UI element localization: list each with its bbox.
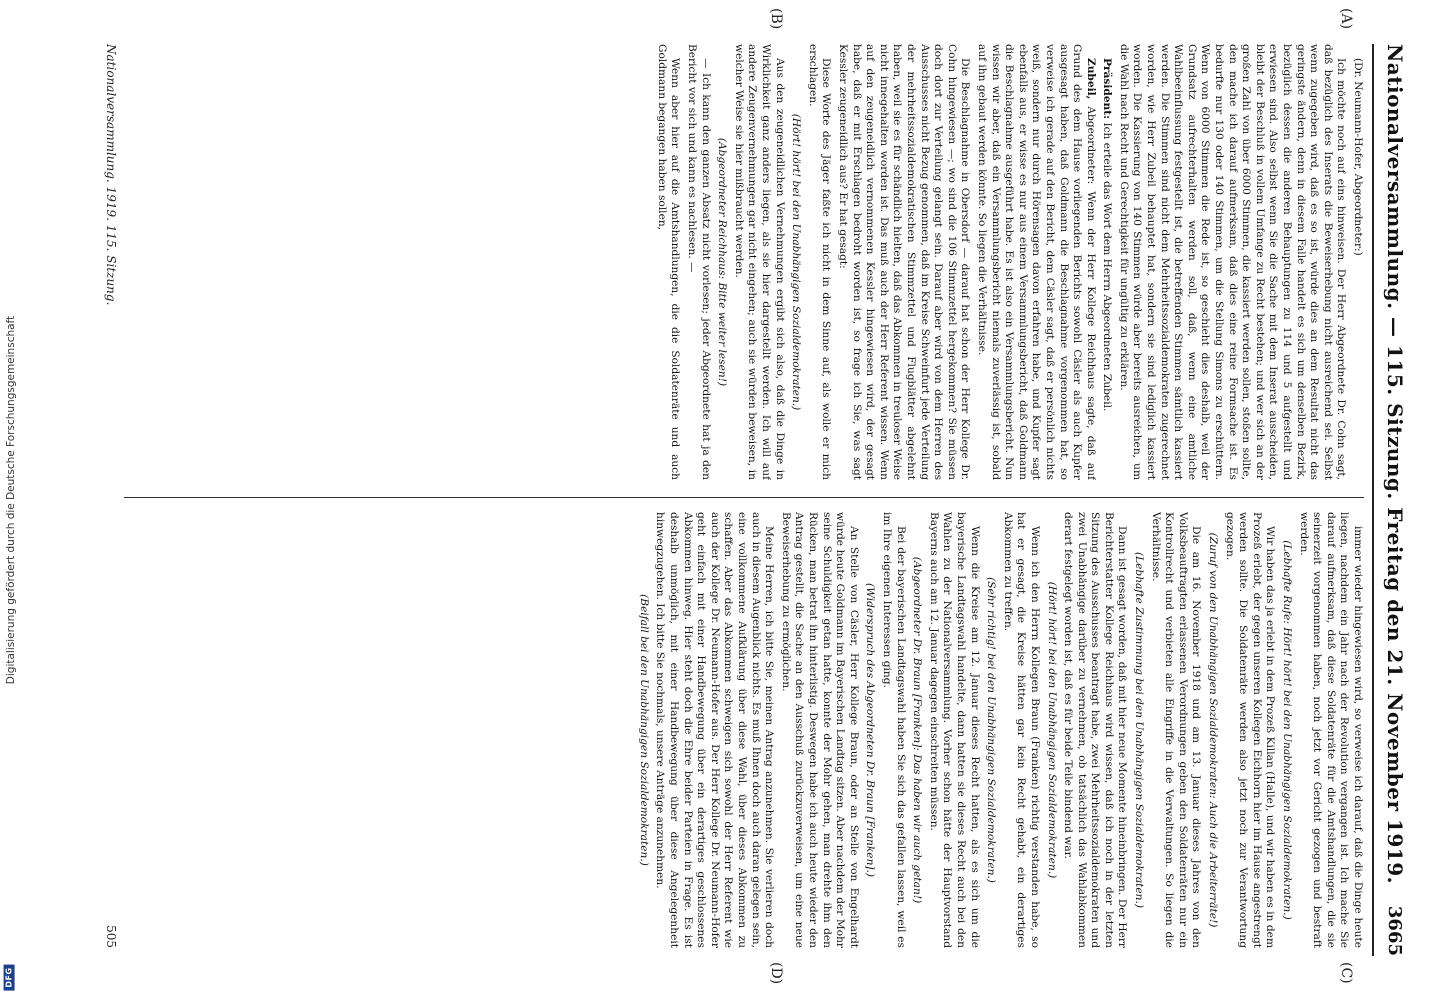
paragraph (1000, 512, 1041, 948)
paragraph-text: (Dr. Neumann-Hofer, Abgeordneter:) (1352, 58, 1364, 256)
page-number-bottom: 505 (104, 925, 118, 948)
paragraph-text: Wenn ich den Herrn Kollegen Braun (Franken) richtig verstanden habe, so hat er gesagt, die Kreise hätten gar kein Recht gehabt, ein derartiges Abkommen zu treffen. (1001, 512, 1041, 948)
paragraph (926, 512, 980, 948)
digitization-credit: Digitalisierung gefördert durch die Deutsche Forschungsgemeinschaft (5, 315, 17, 685)
paragraph (974, 44, 1096, 480)
paragraph-text: Meine Herren, ich bitte Sie, meinen Antrag anzunehmen. Sie verlieren doch auch in diesem Augenblick nichts. Es muß Ihnen doch auch daran gelegen sein, eine vollkommene Aufklärung über diese Wahl, über dieses Abkommen zu schaffen. Aber das Abkommen schweigen sich sowohl der Herr Referent wie auch der Kollege Dr. Neumann-Hofer aus. Der Herr Kollege Dr. Neumann-Hofer geht einfach mit einer Handbewegung über ein derartiges geschlossenes Abkommen hinweg. Hier steht doch die Ehre beider Parteien in Frage. Es ist deshalb unmöglich, mit einer Handbewegung über diese Angelegenheit hinwegzugehen. Ich bitte Sie nochmals, unsere Anträge anzunehmen. (654, 512, 776, 948)
paragraph-text: immer wieder hingewiesen wird, so verweise ich darauf, daß die Dinge heute liegen, nachdem ein Jahr nach der Revolution vergangen ist. Ich mache Sie darauf aufmerksam, daß diese Soldatenräte für die Amtshandlungen, die sie seinerzeit vorgenommen haben, noch jetzt vor Gericht gezogen und bestraft werden. (1297, 512, 1364, 948)
left-column (124, 44, 1364, 480)
interjection: (Widerspruch des Abgeordneten Dr. Braun [Franken].) (864, 582, 877, 878)
page-number-top: 3665 (1384, 905, 1406, 956)
margin-marker-b: (B) (768, 8, 784, 30)
paragraph-text: Die Beschlagnahme in Obersdorf — darauf hat schon der Herr Kollege Dr. Cohn hingewiesen —; wo sind die 106 Stimmzettel hergekommen? Sie müssen doch dort zur Verteilung gelangt sein. Darauf aber wird von dem Herren des Ausschusses nicht Bezug genommen, daß im Kreise Schweinfurt jede Verteilung der mehrheitssozialdemokratischen Stimmzettel und Flugblätter abgelehnt haben, weil sie es für schändlich hielten, daß das Abkommen in treuloser Weise nicht innegehalten worden ist. Das muß auch der Herr Referent wissen. Wenn auf den zeugeneidlich vernommenen Kessler hingewiesen wird, der gesagt habe, daß er mit Erschlagen bedroht worden ist, so frage ich Sie, was sagt Kessler zeugeneidlich aus? Er hat gesagt: (837, 44, 972, 480)
paragraph (1100, 44, 1114, 480)
paragraph (835, 44, 971, 480)
margin-marker-d: (D) (768, 962, 784, 985)
paragraph (731, 44, 785, 480)
dfg-logo-text: DFG (4, 964, 15, 990)
page-title: Nationalversammlung. — 115. Sitzung. Freitag den 21. November 1919. (1383, 44, 1407, 885)
paragraph (1296, 512, 1364, 948)
speaker-name: Präsident: (1101, 58, 1114, 120)
page-footer: Nationalversammlung. 1919. 115. Sitzung. (104, 44, 118, 306)
paragraph-text: Abgeordneter: Wenn der Herr Kollege Reichhaus sagte, daß auf Grund des dem Hause vorliegenden Berichts sowohl Cäsler als auch Kupfer ausgesagt haben, daß Goldmann die Beschlagnahme vorgenommen hat, so verweise ich gerade auf den Bericht, dem Cäsler sagt, daß er persönlich nichts weiß, sondern nur durch Hörensagen davon erfahren habe, und Kupfer sagt ebenfalls aus, er wisse es nur aus einem Versammlungsbericht, daß Goldmann die Beschlagnahme ausgeführt habe. Es ist also ein Versammlungsbericht. Nun wissen wir aber, daß ein Versammlungsbericht niemals zuverlässig ist, sobald auf ihn gebaut werden könnte. So liegen die Verhältnisse. (975, 44, 1097, 480)
column-divider (124, 497, 1364, 498)
margin-marker-c: (C) (1338, 962, 1354, 984)
paragraph (778, 512, 860, 948)
paragraph-text: Diese Worte des Jäger faßte ich nicht in dem Sinne auf, als wolle er mich erschlagen. (806, 44, 833, 480)
paragraph-text: — Ich kann den ganzen Absatz nicht vorlesen; jeder Abgeordnete hat ja den Bericht vor sich und kann es nachlesen. — (686, 44, 712, 480)
paragraph (1116, 44, 1347, 480)
paragraph (1148, 512, 1202, 948)
right-column (124, 512, 1364, 948)
interjection: (Abgeordneter Dr. Braun [Franken]: Das haben wir auch getan!) (911, 556, 924, 904)
paragraph (1350, 44, 1364, 480)
paragraph-text: Ich möchte noch auf eins hinweisen. Der Herr Abgeordnete Dr. Cohn sagt, daß bezüglich des Inserats die Beweiserhebung nicht ausreichend sei. Selbst wenn zugegeben wird, daß es so ist, würde dies an dem Resultat nicht das geringste ändern, denn in diesem Falle handelt es sich um denselben Bezirk, bezüglich dessen die anderen Behauptungen zu 114 und 5 aufgestellt und erwiesen sind. Also selbst wenn Sie die Sache mit dem Inserat ausscheiden, bleibt der Beschluß in vollem Umfange zu Recht bestehen; und wer sich an der großen Zahl von über 6000 Stimmen, die kassiert werden sollen, stoßen sollte, den mache ich darauf aufmerksam, daß dies eine reine Formsache ist. Es bedurfte nur 130 oder 140 Stimmen, um die Stellung Simons zu erschüttern. Wenn von 6000 Stimmen die Rede ist, so geschieht dies deshalb, weil der Grundsatz aufrechterhalten werden soll, daß, wenn eine amtliche Wahlbeeinflussung festgestellt ist, die betreffenden Stimmen sämtlich kassiert werden. Die Stimmen sind nicht dem Mehrheitssozialdemokraten zugerechnet worden, wie Herr Zubeil behauptet hat, sondern sie sind lediglich kassiert worden. Die Kassierung von 140 Stimmen würde aber bereits ausreichen, um die Wahl nach Recht und Gerechtigkeit für ungültig zu erklären. (1117, 44, 1348, 480)
paragraph-text: Wir haben das ja erlebt in dem Prozeß Killan (Halle), und wir haben es in dem Prozeß erlebt, der gegen unseren Kollegen Eichhorn hier im Hause angestrengt werden sollte. Die Soldatenräte werden also jetzt noch zur Verantwortung gezogen. (1223, 512, 1277, 948)
margin-marker-a: (A) (1338, 8, 1354, 30)
paragraph (685, 44, 712, 480)
interjection: (Beifall bei den Unabhängigen Sozialdemokraten.) (637, 594, 650, 866)
paragraph-text: Wenn aber hier auf die Amtshandlungen, die die Soldatenräte und auch Goldmann begangen haben sollen, (655, 44, 682, 480)
paragraph (1222, 512, 1276, 948)
page-header (1372, 44, 1416, 956)
speaker-name: Zubeil, (1084, 58, 1097, 100)
interjection: (Hört! hört! bei den Unabhängigen Sozialdemokraten.) (1045, 581, 1058, 879)
interjection: (Hört! hört! bei den Unabhängigen Sozialdemokraten.) (790, 113, 803, 411)
paragraph (654, 44, 681, 480)
interjection: (Lebhafte Zustimmung bei den Unabhängigen Sozialdemokraten.) (1133, 551, 1146, 909)
interjection: (Sehr richtig! bei den Unabhängigen Sozialdemokraten.) (985, 577, 998, 883)
paragraph (653, 512, 775, 948)
paragraph (805, 44, 832, 480)
interjection: (Zuruf von den Unabhängigen Sozialdemokraten: Auch die Arbeiterräte!) (1207, 532, 1220, 928)
interjection: (Abgeordneter Reichhaus: Bitte weiter lesen!) (716, 137, 729, 387)
paragraph-text: Die am 16. November 1918 und am 13. Januar dieses Jahres von den Volksbeauftragten erlassenen Verordnungen geben den Soldatenräten nur ein Kontrollrecht und verbieten alle Eingriffe in die Verwaltungen. So liegen die Verhältnisse. (1149, 512, 1203, 948)
paragraph-text: Ich erteile das Wort dem Herrn Abgeordneten Zubeil. (1101, 122, 1114, 412)
paragraph-text: Aus den zeugeneidlichen Vernehmungen ergibt sich also, daß die Dinge in Wirklichkeit ganz anders liegen, als sie hier dargestellt werden. Ich will auf andere Zeugenvernehmungen gar nicht eingehen; auch sie würden beweisen, in welcher Weise sie hier mißbraucht werden. (732, 44, 786, 480)
paragraph-text: Bei der bayerischen Landtagswahl haben Sie sich das gefallen lassen, weil es im Ihre eigenen Interessen ging. (881, 512, 907, 948)
paragraph-text: An Stelle von Cäsler, Herr Kollege Braun, oder an Stelle von Engelhardt würde heute Goldmann im Bayerischen Landtag sitzen. Aber nachdem der Mohr seine Schuldigkeit getan hatte, konnte der Mohr gehen, man drehte ihm den Rücken, man betrat ihn hinterlistig. Deswegen habe ich auch heute wieder den Antrag gestellt, die Sache an den Ausschuß zurückzuverweisen, um eine neue Beweiserhebung zu ermöglichen. (779, 512, 860, 948)
paragraph (879, 512, 906, 948)
paragraph (1061, 512, 1129, 948)
paragraph-text: Wenn die Kreise am 12. Januar dieses Recht hatten, als es sich um die bayerische Landtagswahl handelte, dann hatten sie dieses Recht auch bei den Wahlen zu der Nationalversammlung. Vorher schon hätte der Hauptvorstand Bayerns auch am 12. Januar dagegen einschreiten müssen. (927, 512, 981, 948)
paragraph-text: Dann ist gesagt worden, daß mit hier neue Momente hineinbringen. Der Herr Berichterstatter Kollege Reichhaus wird wissen, daß ich noch in der letzten Sitzung des Ausschusses beantragt habe, zwei Mehrheitssozialdemokraten und zwei Unabhängige darüber zu vernehmen, ob tatsächlich das Wahlabkommen derart festgelegt worden ist, daß es für beide Teile bindend war. (1062, 512, 1129, 948)
interjection: (Lebhafte Rufe: Hört! hört! bei den Unabhängigen Sozialdemokraten.) (1281, 540, 1294, 920)
